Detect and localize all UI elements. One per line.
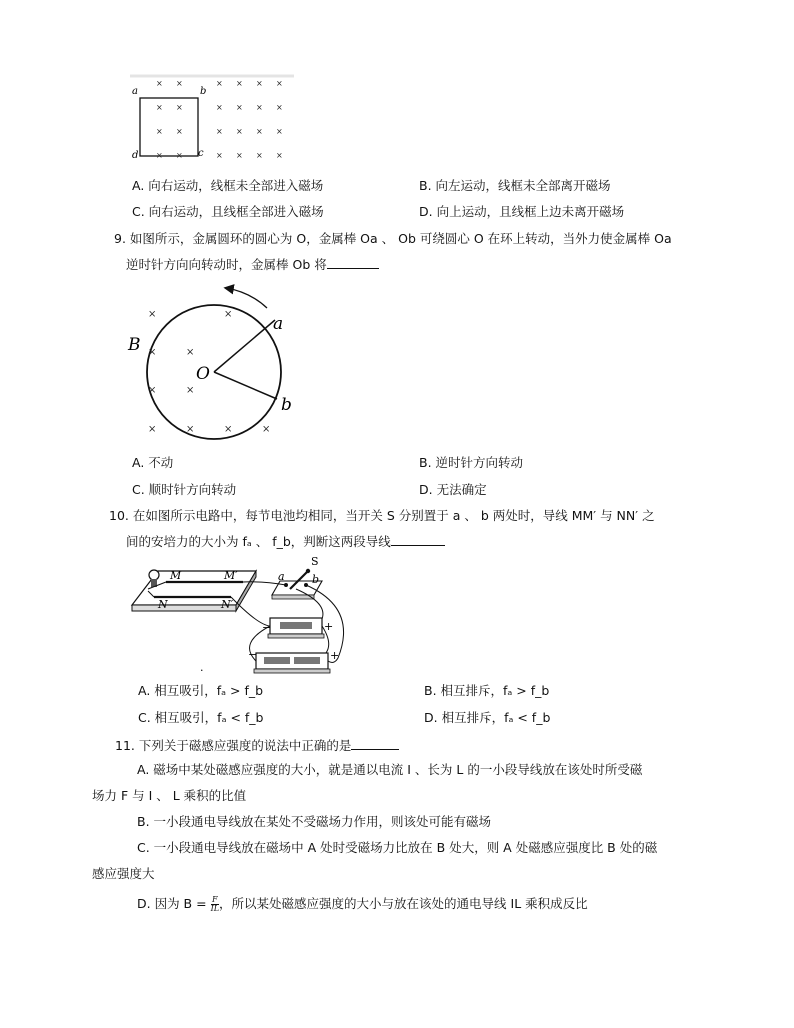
field-x-mark: ×	[256, 103, 263, 112]
q11-stem-text: 11. 下列关于磁感应强度的说法中正确的是	[115, 738, 352, 753]
magnetic-field-marks	[156, 79, 283, 160]
q10-answer-blank[interactable]	[391, 533, 445, 546]
q11-option-a-line2[interactable]: 场力 F 与 I 、 L 乘积的比值	[92, 788, 247, 803]
q10-stem-text: 间的安培力的大小为 fₐ 、 f_b，判断这两段导线	[126, 534, 391, 549]
field-x-mark: ×	[216, 103, 223, 112]
label-s: S	[311, 555, 319, 568]
frame-label-d: d	[132, 150, 139, 161]
field-x-mark: ×	[236, 103, 243, 112]
label-a: a	[278, 570, 285, 583]
rod-ob[interactable]	[214, 372, 277, 399]
field-x-mark: ×	[236, 127, 243, 136]
field-x-mark: ×	[276, 79, 283, 88]
point-label-a: a	[273, 314, 284, 334]
field-x-mark: ×	[148, 385, 157, 396]
field-x-mark: ×	[156, 151, 163, 160]
q9-answer-blank[interactable]	[327, 256, 379, 269]
q10-option-d[interactable]: D. 相互排斥，fₐ < f_b	[424, 710, 551, 725]
field-x-mark: ×	[276, 103, 283, 112]
q8-option-a[interactable]: A. 向右运动，线框未全部进入磁场	[132, 178, 324, 193]
center-label-o: O	[196, 364, 210, 384]
rod-oa[interactable]	[214, 320, 275, 372]
field-x-mark: ×	[176, 103, 183, 112]
bulb-icon	[149, 570, 159, 580]
point-label-b: b	[281, 395, 292, 415]
label-n: N	[158, 598, 168, 611]
field-x-mark: ×	[224, 309, 233, 320]
rotation-arrow-icon	[226, 288, 267, 308]
label-m-prime: M′	[224, 569, 238, 582]
battery-1-plus: +	[324, 620, 334, 633]
field-x-mark: ×	[156, 103, 163, 112]
q8-option-d[interactable]: D. 向上运动，且线框上边未离开磁场	[419, 204, 625, 219]
field-x-mark: ×	[256, 79, 263, 88]
label-n-prime: N′	[221, 598, 234, 611]
q11-option-c-line2[interactable]: 感应强度大	[92, 866, 155, 881]
field-x-mark: ×	[148, 424, 157, 435]
frame-label-c: c	[198, 148, 204, 159]
field-x-mark: ×	[176, 79, 183, 88]
q9-stem-text: 逆时针方向向转动时，金属棒 Ob 将	[126, 257, 327, 272]
formula-b-equals-f-over-il: $\frac{F}{IL}$	[210, 895, 220, 913]
q10-option-a[interactable]: A. 相互吸引，fₐ > f_b	[138, 683, 264, 698]
field-x-mark: ×	[186, 385, 195, 396]
q11-option-b[interactable]: B. 一小段通电导线放在某处不受磁场力作用，则该处可能有磁场	[137, 814, 492, 829]
label-m: M	[170, 569, 182, 582]
q11-option-d[interactable]	[137, 896, 588, 913]
battery-2-minus: −	[248, 648, 258, 661]
q11-option-d-suffix: ，所以某处磁感应强度的大小与放在该处的通电导线 IL 乘积成反比	[219, 896, 588, 911]
field-x-mark: ×	[176, 127, 183, 136]
q10-option-b[interactable]: B. 相互排斥，fₐ > f_b	[424, 683, 550, 698]
q9-stem-line2	[126, 256, 379, 273]
field-x-mark: ×	[216, 127, 223, 136]
field-x-mark: ×	[236, 151, 243, 160]
q11-stem	[115, 737, 399, 754]
battery-2-plus: +	[330, 649, 340, 662]
field-x-mark: ×	[256, 151, 263, 160]
q9-figure	[122, 278, 312, 448]
field-label-b: B	[128, 335, 141, 355]
field-x-mark: ×	[186, 424, 195, 435]
label-b: b	[312, 573, 320, 586]
field-x-mark: ×	[216, 151, 223, 160]
field-x-mark: ×	[262, 424, 271, 435]
field-x-mark: ×	[186, 347, 195, 358]
q9-option-a[interactable]: A. 不动	[132, 455, 174, 470]
field-x-mark: ×	[148, 347, 157, 358]
q8-figure	[128, 72, 298, 172]
field-x-mark: ×	[276, 127, 283, 136]
q11-option-c-line1[interactable]: C. 一小段通电导线放在磁场中 A 处时受磁场力比放在 B 处大，则 A 处磁感应强度比 B 处的磁	[137, 840, 658, 855]
field-x-mark: ×	[236, 79, 243, 88]
q8-option-c[interactable]: C. 向右运动，且线框全部进入磁场	[132, 204, 324, 219]
q9-option-b[interactable]: B. 逆时针方向转动	[419, 455, 524, 470]
q11-answer-blank[interactable]	[351, 737, 399, 750]
field-x-mark: ×	[216, 79, 223, 88]
q10-option-c[interactable]: C. 相互吸引，fₐ < f_b	[138, 710, 264, 725]
frame-label-b: b	[200, 86, 207, 97]
q11-option-d-prefix: D. 因为 B =	[137, 896, 207, 911]
field-x-mark: ×	[176, 151, 183, 160]
stray-dot: .	[200, 661, 204, 674]
wire-frame	[140, 98, 198, 156]
q8-option-b[interactable]: B. 向左运动，线框未全部离开磁场	[419, 178, 611, 193]
q11-option-a-line1[interactable]: A. 磁场中某处磁感应强度的大小，就是通以电流 I 、长为 L 的一小段导线放在该处时所受磁	[137, 762, 643, 777]
field-x-mark: ×	[156, 79, 163, 88]
q9-option-d[interactable]: D. 无法确定	[419, 482, 487, 497]
frame-label-a: a	[132, 86, 138, 97]
field-x-mark: ×	[224, 424, 233, 435]
q10-figure	[128, 553, 364, 677]
battery-1-minus: −	[262, 621, 272, 634]
field-x-mark: ×	[148, 309, 157, 320]
q10-stem-line1: 10. 在如图所示电路中，每节电池均相同，当开关 S 分别置于 a 、 b 两处时，导线 MM′ 与 NN′ 之	[109, 508, 655, 523]
field-x-mark: ×	[156, 127, 163, 136]
field-x-mark: ×	[276, 151, 283, 160]
field-x-mark: ×	[256, 127, 263, 136]
q9-stem-line1: 9. 如图所示，金属圆环的圆心为 O，金属棒 Oa 、 Ob 可绕圆心 O 在环上转动，当外力使金属棒 Oa	[114, 231, 672, 246]
q10-stem-line2	[126, 533, 445, 550]
q9-option-c[interactable]: C. 顺时针方向转动	[132, 482, 237, 497]
